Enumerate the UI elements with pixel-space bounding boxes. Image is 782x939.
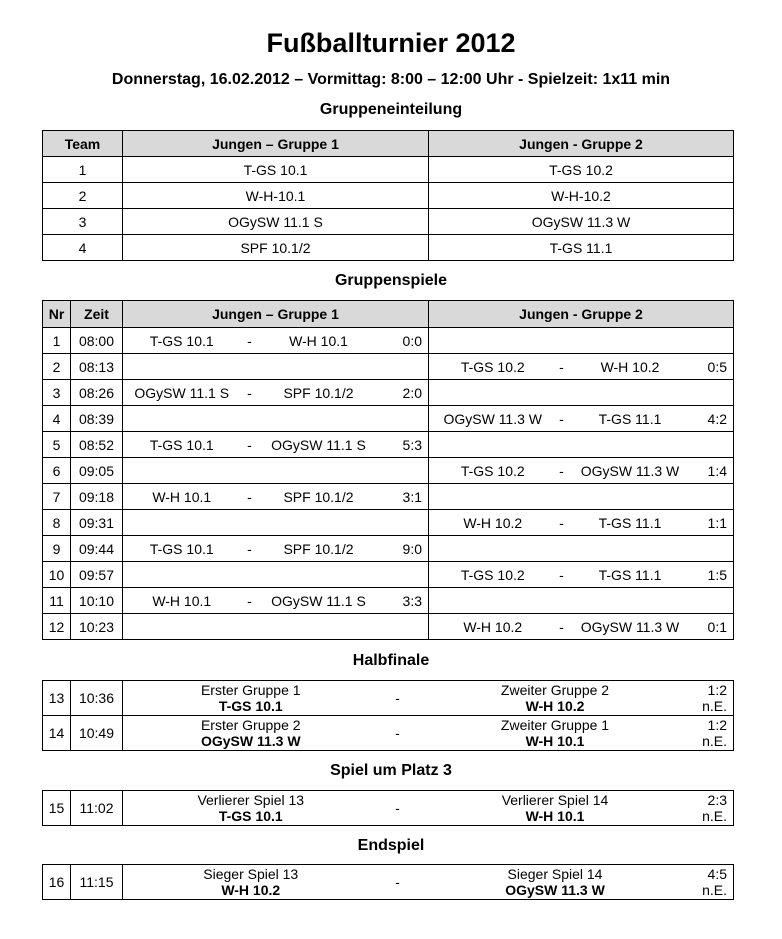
- table-row: [43, 681, 734, 716]
- table-row: [43, 235, 734, 261]
- game-result: 5:3: [379, 432, 429, 458]
- header-team: Team: [43, 131, 123, 157]
- team-a: OGySW 11.3 W: [429, 406, 557, 432]
- game-result: [694, 681, 734, 716]
- table-row: [43, 510, 734, 536]
- section-heading-third: Spiel um Platz 3: [330, 762, 452, 779]
- empty-cell: [123, 406, 429, 432]
- game-number: 13: [43, 681, 71, 716]
- team-a: [123, 681, 379, 716]
- game-time: 10:23: [71, 614, 123, 640]
- header-zeit: Zeit: [71, 301, 123, 328]
- game-result: [694, 791, 734, 826]
- team-a: W-H 10.2: [429, 614, 557, 640]
- game-time: 10:36: [71, 681, 123, 716]
- team-a-label: Erster Gruppe 2: [200, 717, 301, 733]
- header-group-2: Jungen - Gruppe 2: [429, 301, 734, 328]
- game-result: 0:0: [379, 328, 429, 354]
- game-number: 4: [43, 406, 71, 432]
- group-1-team: T-GS 10.1: [123, 157, 429, 183]
- result-note: n.E.: [702, 882, 727, 898]
- game-time: 08:39: [71, 406, 123, 432]
- table-row: [43, 536, 734, 562]
- team-a-name: T-GS 10.1: [218, 808, 283, 824]
- game-result: [694, 865, 734, 900]
- table-row: [43, 209, 734, 235]
- table-row: [43, 328, 734, 354]
- game-time: 09:05: [71, 458, 123, 484]
- team-b: [417, 791, 694, 826]
- team-b: T-GS 11.1: [567, 562, 694, 588]
- team-a: W-H 10.1: [123, 484, 241, 510]
- game-result: 9:0: [379, 536, 429, 562]
- page-subtitle: Donnerstag, 16.02.2012 – Vormittag: 8:00 – 12:00 Uhr - Spielzeit: 1x11 min: [111, 71, 671, 88]
- empty-cell: [429, 588, 734, 614]
- empty-cell: [429, 484, 734, 510]
- result-score: 4:5: [707, 866, 727, 882]
- game-number: 11: [43, 588, 71, 614]
- page-title: Fußballturnier 2012: [266, 28, 516, 58]
- result-note: n.E.: [702, 698, 727, 714]
- result-note: n.E.: [702, 733, 727, 749]
- semifinal-table: [42, 680, 734, 751]
- empty-cell: [123, 458, 429, 484]
- table-row: [43, 183, 734, 209]
- versus-dash: -: [241, 536, 259, 562]
- versus-dash: -: [557, 614, 567, 640]
- group-2-team: OGySW 11.3 W: [429, 209, 734, 235]
- versus-dash: -: [557, 510, 567, 536]
- team-a: T-GS 10.2: [429, 458, 557, 484]
- third-place-table: [42, 790, 734, 826]
- game-result: 4:2: [694, 406, 734, 432]
- table-row: [43, 614, 734, 640]
- game-number: 14: [43, 716, 71, 751]
- versus-dash: -: [379, 681, 417, 716]
- result-score: 2:3: [707, 792, 727, 808]
- versus-dash: -: [557, 562, 567, 588]
- team-a: T-GS 10.1: [123, 328, 241, 354]
- team-b-name: W-H 10.2: [525, 698, 585, 714]
- versus-dash: -: [379, 716, 417, 751]
- team-b: OGySW 11.3 W: [567, 458, 694, 484]
- game-number: 16: [43, 865, 71, 900]
- empty-cell: [429, 380, 734, 406]
- game-time: 08:13: [71, 354, 123, 380]
- game-time: 08:26: [71, 380, 123, 406]
- game-number: 15: [43, 791, 71, 826]
- game-number: 1: [43, 328, 71, 354]
- game-result: 1:5: [694, 562, 734, 588]
- team-a: OGySW 11.1 S: [123, 380, 241, 406]
- empty-cell: [123, 562, 429, 588]
- team-b: SPF 10.1/2: [259, 536, 379, 562]
- result-note: n.E.: [702, 808, 727, 824]
- team-a-label: Erster Gruppe 1: [200, 682, 301, 698]
- team-a-label: Sieger Spiel 13: [203, 866, 299, 882]
- versus-dash: -: [379, 865, 417, 900]
- game-time: 09:31: [71, 510, 123, 536]
- team-a: [123, 716, 379, 751]
- group-2-team: W-H-10.2: [429, 183, 734, 209]
- team-b-name: W-H 10.1: [525, 808, 585, 824]
- team-b-label: Zweiter Gruppe 2: [500, 682, 610, 698]
- header-group-1: Jungen – Gruppe 1: [123, 301, 429, 328]
- game-number: 6: [43, 458, 71, 484]
- group-1-team: SPF 10.1/2: [123, 235, 429, 261]
- versus-dash: -: [379, 791, 417, 826]
- table-row: [43, 458, 734, 484]
- game-number: 10: [43, 562, 71, 588]
- game-time: 11:02: [71, 791, 123, 826]
- game-time: 09:44: [71, 536, 123, 562]
- game-result: [694, 716, 734, 751]
- team-a: W-H 10.2: [429, 510, 557, 536]
- table-row: [43, 791, 734, 826]
- group-1-team: OGySW 11.1 S: [123, 209, 429, 235]
- team-a-label: Verlierer Spiel 13: [197, 792, 305, 808]
- team-b-label: Zweiter Gruppe 1: [500, 717, 610, 733]
- header-group-1: Jungen – Gruppe 1: [123, 131, 429, 157]
- empty-cell: [123, 614, 429, 640]
- team-a: T-GS 10.2: [429, 354, 557, 380]
- game-result: 0:1: [694, 614, 734, 640]
- team-a: [123, 791, 379, 826]
- team-a: T-GS 10.1: [123, 536, 241, 562]
- section-heading-groupgames: Gruppenspiele: [334, 272, 448, 289]
- game-number: 12: [43, 614, 71, 640]
- table-row: [43, 716, 734, 751]
- section-heading-groups: Gruppeneinteilung: [319, 101, 463, 118]
- versus-dash: -: [241, 588, 259, 614]
- team-a-name: W-H 10.2: [221, 882, 281, 898]
- team-b: W-H 10.1: [259, 328, 379, 354]
- versus-dash: -: [241, 432, 259, 458]
- versus-dash: -: [557, 458, 567, 484]
- game-number: 9: [43, 536, 71, 562]
- team-a-name: OGySW 11.3 W: [200, 733, 301, 749]
- table-row: [43, 157, 734, 183]
- table-row: [43, 354, 734, 380]
- team-b: OGySW 11.1 S: [259, 588, 379, 614]
- section-heading-semifinal: Halbfinale: [352, 652, 430, 669]
- empty-cell: [429, 432, 734, 458]
- game-result: 0:5: [694, 354, 734, 380]
- table-row: [43, 588, 734, 614]
- team-a-name: T-GS 10.1: [218, 698, 283, 714]
- versus-dash: -: [557, 406, 567, 432]
- empty-cell: [123, 354, 429, 380]
- team-number: 1: [43, 157, 123, 183]
- table-row: [43, 865, 734, 900]
- game-result: 2:0: [379, 380, 429, 406]
- team-b: OGySW 11.1 S: [259, 432, 379, 458]
- table-row: [43, 484, 734, 510]
- game-time: 08:52: [71, 432, 123, 458]
- team-b: W-H 10.2: [567, 354, 694, 380]
- game-number: 7: [43, 484, 71, 510]
- team-a: T-GS 10.1: [123, 432, 241, 458]
- table-row: [43, 406, 734, 432]
- team-number: 3: [43, 209, 123, 235]
- empty-cell: [429, 328, 734, 354]
- empty-cell: [429, 536, 734, 562]
- team-b: SPF 10.1/2: [259, 380, 379, 406]
- versus-dash: -: [241, 380, 259, 406]
- final-table: [42, 864, 734, 900]
- groupgames-table: [42, 300, 734, 640]
- game-result: 3:1: [379, 484, 429, 510]
- game-time: 11:15: [71, 865, 123, 900]
- team-a: T-GS 10.2: [429, 562, 557, 588]
- group-1-team: W-H-10.1: [123, 183, 429, 209]
- game-number: 5: [43, 432, 71, 458]
- team-number: 2: [43, 183, 123, 209]
- team-a: [123, 865, 379, 900]
- table-row: [43, 562, 734, 588]
- empty-cell: [123, 510, 429, 536]
- table-row: [43, 432, 734, 458]
- header-group-2: Jungen - Gruppe 2: [429, 131, 734, 157]
- table-row: [43, 380, 734, 406]
- team-b: OGySW 11.3 W: [567, 614, 694, 640]
- group-2-team: T-GS 10.2: [429, 157, 734, 183]
- section-heading-final: Endspiel: [357, 837, 425, 854]
- team-b-label: Sieger Spiel 14: [507, 866, 603, 882]
- header-nr: Nr: [43, 301, 71, 328]
- team-b: T-GS 11.1: [567, 406, 694, 432]
- game-time: 10:10: [71, 588, 123, 614]
- game-time: 09:18: [71, 484, 123, 510]
- team-b: [417, 716, 694, 751]
- team-b: [417, 681, 694, 716]
- team-b: T-GS 11.1: [567, 510, 694, 536]
- team-b-name: W-H 10.1: [525, 733, 585, 749]
- game-number: 2: [43, 354, 71, 380]
- groups-table: [42, 130, 734, 261]
- team-b: [417, 865, 694, 900]
- versus-dash: -: [241, 328, 259, 354]
- versus-dash: -: [557, 354, 567, 380]
- game-result: 1:1: [694, 510, 734, 536]
- team-b-name: OGySW 11.3 W: [505, 882, 605, 898]
- game-time: 09:57: [71, 562, 123, 588]
- game-result: 3:3: [379, 588, 429, 614]
- game-number: 8: [43, 510, 71, 536]
- result-score: 1:2: [707, 682, 727, 698]
- team-number: 4: [43, 235, 123, 261]
- versus-dash: -: [241, 484, 259, 510]
- game-time: 10:49: [71, 716, 123, 751]
- game-result: 1:4: [694, 458, 734, 484]
- team-b-label: Verlierer Spiel 14: [501, 792, 609, 808]
- group-2-team: T-GS 11.1: [429, 235, 734, 261]
- result-score: 1:2: [707, 717, 727, 733]
- game-number: 3: [43, 380, 71, 406]
- game-time: 08:00: [71, 328, 123, 354]
- team-b: SPF 10.1/2: [259, 484, 379, 510]
- team-a: W-H 10.1: [123, 588, 241, 614]
